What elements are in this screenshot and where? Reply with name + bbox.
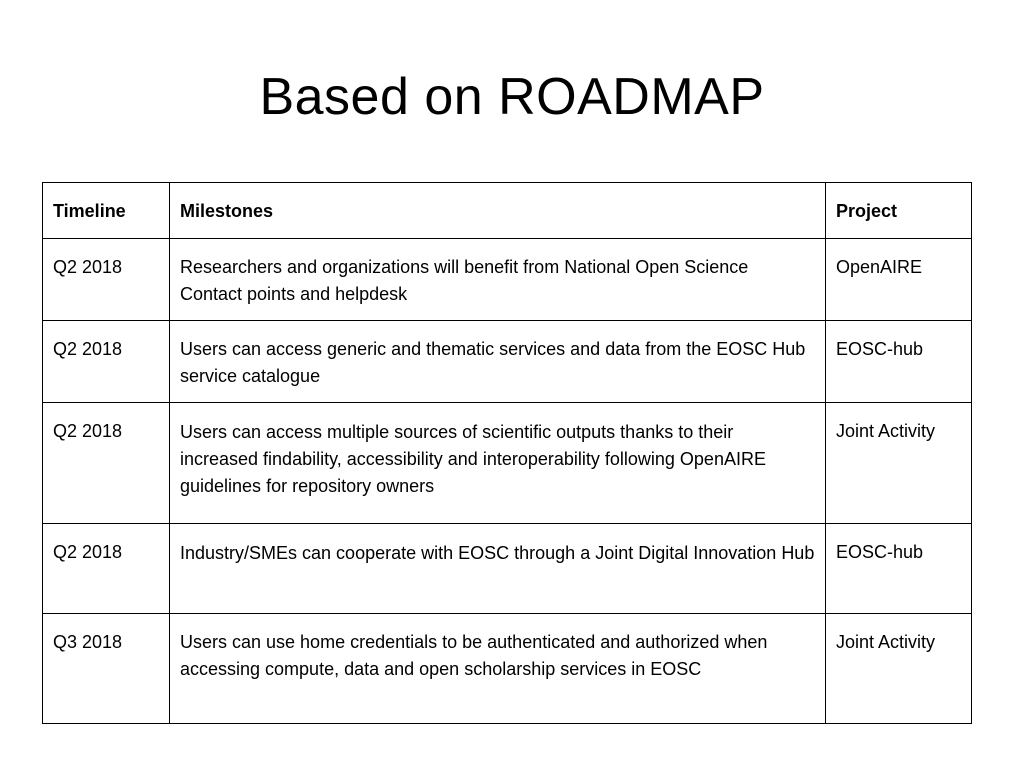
table-row: [43, 321, 972, 403]
cell-timeline: Q2 2018: [43, 239, 170, 321]
table-row: [43, 524, 972, 614]
table-header-row: [43, 183, 972, 239]
cell-project: EOSC-hub: [826, 321, 972, 403]
cell-project: EOSC-hub: [826, 524, 972, 614]
cell-timeline: Q3 2018: [43, 614, 170, 724]
cell-milestone: Users can access multiple sources of scientific outputs thanks to their increased findability, accessibility and interoperability following OpenAIRE guidelines for repository owners: [170, 403, 826, 524]
cell-milestone: Researchers and organizations will benefit from National Open Science Contact points and helpdesk: [170, 239, 826, 321]
cell-timeline: Q2 2018: [43, 403, 170, 524]
table-row: [43, 614, 972, 724]
cell-project: Joint Activity: [826, 614, 972, 724]
header-milestones: Milestones: [170, 183, 826, 239]
table-row: [43, 239, 972, 321]
slide-title: Based on ROADMAP: [259, 68, 765, 126]
cell-project: Joint Activity: [826, 403, 972, 524]
cell-project: OpenAIRE: [826, 239, 972, 321]
cell-milestone: Industry/SMEs can cooperate with EOSC through a Joint Digital Innovation Hub: [170, 524, 826, 614]
header-project: Project: [826, 183, 972, 239]
cell-milestone: Users can use home credentials to be authenticated and authorized when accessing compute, data and open scholarship services in EOSC: [170, 614, 826, 724]
header-timeline: Timeline: [43, 183, 170, 239]
cell-timeline: Q2 2018: [43, 321, 170, 403]
cell-milestone: Users can access generic and thematic services and data from the EOSC Hub service catalogue: [170, 321, 826, 403]
cell-timeline: Q2 2018: [43, 524, 170, 614]
roadmap-table: [42, 182, 972, 724]
table-row: [43, 403, 972, 524]
